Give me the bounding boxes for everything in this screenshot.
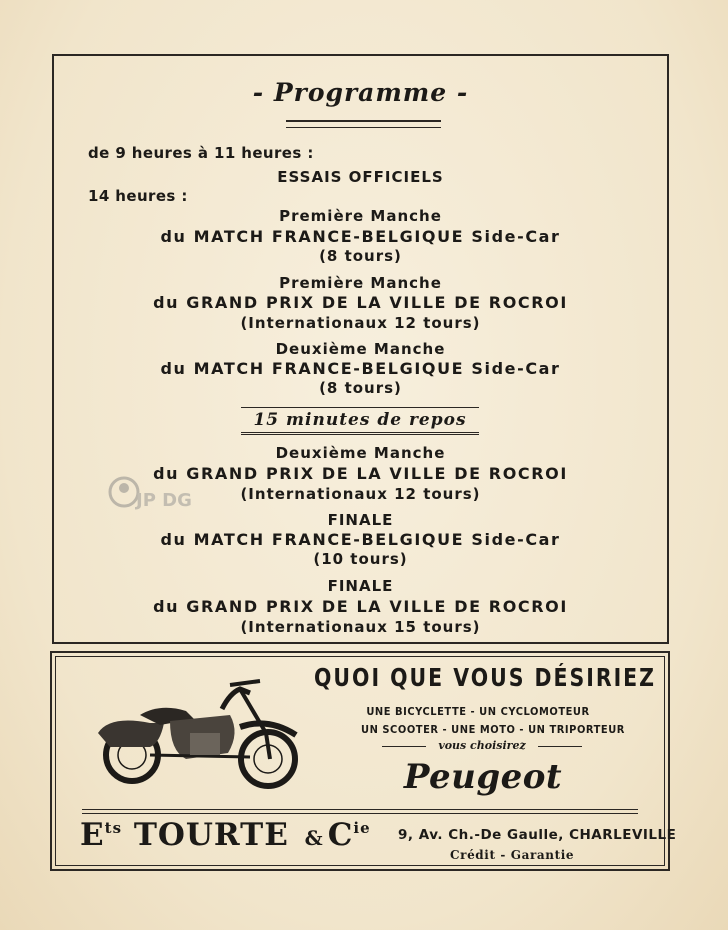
race-2-manche: Première Manche [279,274,442,292]
race-5-detail: (10 tours) [313,550,408,568]
programme-box [52,54,669,644]
race-3-detail: (8 tours) [319,379,402,397]
company-ets-sup: ts [104,819,123,837]
title-underline [286,120,441,128]
advert-divider [82,809,638,814]
stamp-initials: JP DG [136,490,192,511]
company-name [80,817,371,853]
advert-products-line-2: UN SCOOTER - UNE MOTO - UN TRIPORTEUR [361,723,625,736]
programme-title: - Programme - [252,78,469,107]
company-c-sup: ie [353,819,371,837]
pause-banner: 15 minutes de repos [241,407,479,435]
peugeot-logo: Peugeot [403,757,563,797]
advert-headline: QUOI QUE VOUS DÉSIRIEZ [314,663,656,692]
company-tourte: TOURTE [133,817,289,853]
choice-rule-right [538,746,582,747]
race-4-event: du GRAND PRIX DE LA VILLE DE ROCROI [153,464,568,483]
collector-stamp [106,470,192,540]
company-c: C [327,817,354,853]
advert-choice: vous choisirez [438,739,526,752]
motorcycle-illustration [90,663,308,795]
essais-officiels: ESSAIS OFFICIELS [277,168,444,186]
race-6-detail: (Internationaux 15 tours) [240,618,481,636]
company-ets: E [80,817,105,853]
peugeot-advert [50,651,677,871]
race-2-detail: (Internationaux 12 tours) [240,314,481,332]
race-6-event: du GRAND PRIX DE LA VILLE DE ROCROI [153,597,568,616]
company-ampersand: & [304,826,324,850]
race-1-detail: (8 tours) [319,247,402,265]
race-3-manche: Deuxième Manche [275,340,446,358]
race-2-event: du GRAND PRIX DE LA VILLE DE ROCROI [153,293,568,312]
race-1-manche: Première Manche [279,207,442,225]
advert-products-line-1: UNE BICYCLETTE - UN CYCLOMOTEUR [366,705,590,718]
race-3-event: du MATCH FRANCE-BELGIQUE Side-Car [160,359,561,378]
credit-guarantee: Crédit - Garantie [450,848,575,862]
race-4-manche: Deuxième Manche [275,444,446,462]
race-4-detail: (Internationaux 12 tours) [240,485,481,503]
race-6-manche: FINALE [327,577,394,595]
company-address: 9, Av. Ch.-De Gaulle, CHARLEVILLE [398,827,677,843]
race-5-manche: FINALE [327,511,394,529]
time-afternoon: 14 heures : [88,187,188,205]
race-1-event: du MATCH FRANCE-BELGIQUE Side-Car [160,227,561,246]
race-5-event: du MATCH FRANCE-BELGIQUE Side-Car [160,530,561,549]
time-morning: de 9 heures à 11 heures : [88,144,314,162]
